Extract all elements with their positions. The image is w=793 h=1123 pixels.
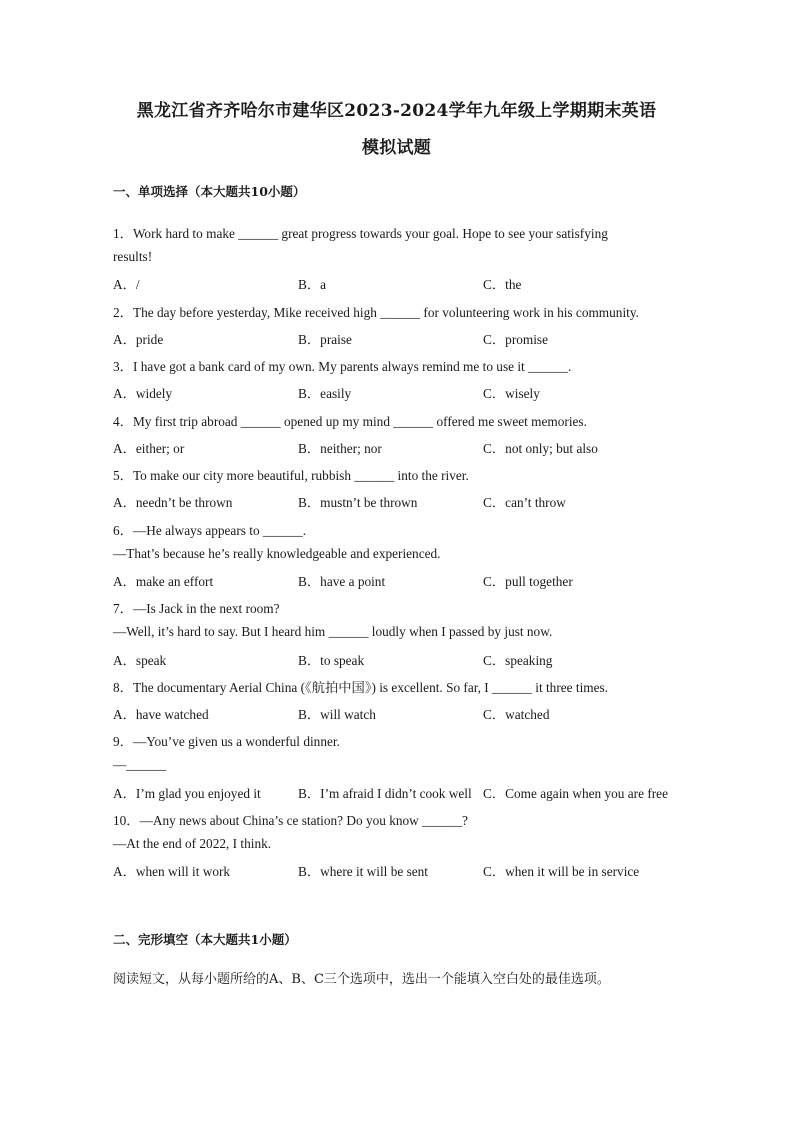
question-1-stem: 1．Work hard to make ______ great progress towards your goal. Hope to see your satisfying	[113, 226, 608, 241]
question-7-stem: 7．—Is Jack in the next room?	[113, 601, 280, 616]
question-10-stem-cont: —At the end of 2022, I think.	[113, 836, 272, 851]
question-9-option-b: B．I’m afraid I didn’t cook well	[298, 786, 472, 801]
question-8-option-c: C．watched	[483, 707, 550, 722]
question-9-stem-cont: —______	[113, 757, 167, 772]
question-4-option-a: A．either; or	[113, 441, 185, 456]
question-5-option-c: C．can’t throw	[483, 495, 566, 510]
question-7-option-c: C．speaking	[483, 653, 553, 668]
section-heading-cloze: 二、完形填空（本大题共1小题）	[113, 932, 297, 947]
question-8-option-b: B．will watch	[298, 707, 376, 722]
question-1-stem-cont: results!	[113, 249, 153, 264]
cloze-instructions: 阅读短文，从每小题所给的A、B、C三个选项中，选出一个能填入空白处的最佳选项。	[113, 972, 610, 987]
question-9-stem: 9．—You’ve given us a wonderful dinner.	[113, 734, 340, 749]
question-3-option-b: B．easily	[298, 386, 352, 401]
question-4-option-b: B．neither; nor	[298, 441, 382, 456]
exam-title-line2: 模拟试题	[361, 138, 432, 158]
question-10-stem: 10．—Any news about China’s ce station? Do you know ______?	[113, 813, 468, 828]
question-9-option-c: C．Come again when you are free	[483, 786, 668, 801]
question-8-stem: 8．The documentary Aerial China (《航拍中国》) is excellent. So far, I ______ it three times.	[113, 680, 609, 695]
question-10-option-b: B．where it will be sent	[298, 864, 428, 879]
question-5-option-b: B．mustn’t be thrown	[298, 495, 418, 510]
question-6-option-a: A．make an effort	[113, 574, 214, 589]
section-heading-multiple-choice: 一、单项选择（本大题共10小题）	[113, 184, 306, 199]
question-10-option-c: C．when it will be in service	[483, 864, 640, 879]
question-2-stem: 2．The day before yesterday, Mike received high ______ for volunteering work in his community.	[113, 305, 639, 320]
question-10-option-a: A．when will it work	[113, 864, 231, 879]
question-4-stem: 4．My first trip abroad ______ opened up my mind ______ offered me sweet memories.	[113, 414, 587, 429]
question-7-option-a: A．speak	[113, 653, 167, 668]
question-6-stem: 6．—He always appears to ______.	[113, 523, 307, 538]
question-1-option-c: C．the	[483, 277, 522, 292]
question-8-option-a: A．have watched	[113, 707, 209, 722]
question-2-option-c: C．promise	[483, 332, 549, 347]
question-4-option-c: C．not only; but also	[483, 441, 598, 456]
question-2-option-a: A．pride	[113, 332, 164, 347]
question-2-option-b: B．praise	[298, 332, 352, 347]
question-7-option-b: B．to speak	[298, 653, 365, 668]
question-3-option-c: C．wisely	[483, 386, 540, 401]
question-3-option-a: A．widely	[113, 386, 173, 401]
question-1-option-a: A．/	[113, 277, 140, 292]
question-6-stem-cont: —That’s because he’s really knowledgeable and experienced.	[113, 546, 441, 561]
question-5-option-a: A．needn’t be thrown	[113, 495, 233, 510]
question-6-option-c: C．pull together	[483, 574, 573, 589]
question-5-stem: 5．To make our city more beautiful, rubbish ______ into the river.	[113, 468, 469, 483]
question-1-option-b: B．a	[298, 277, 327, 292]
exam-title: 黑龙江省齐齐哈尔市建华区2023-2024学年九年级上学期期末英语	[136, 101, 657, 121]
question-7-stem-cont: —Well, it’s hard to say. But I heard him ______ loudly when I passed by just now.	[113, 624, 553, 639]
question-6-option-b: B．have a point	[298, 574, 386, 589]
question-9-option-a: A．I’m glad you enjoyed it	[113, 786, 261, 801]
question-3-stem: 3．I have got a bank card of my own. My parents always remind me to use it ______.	[113, 359, 572, 374]
